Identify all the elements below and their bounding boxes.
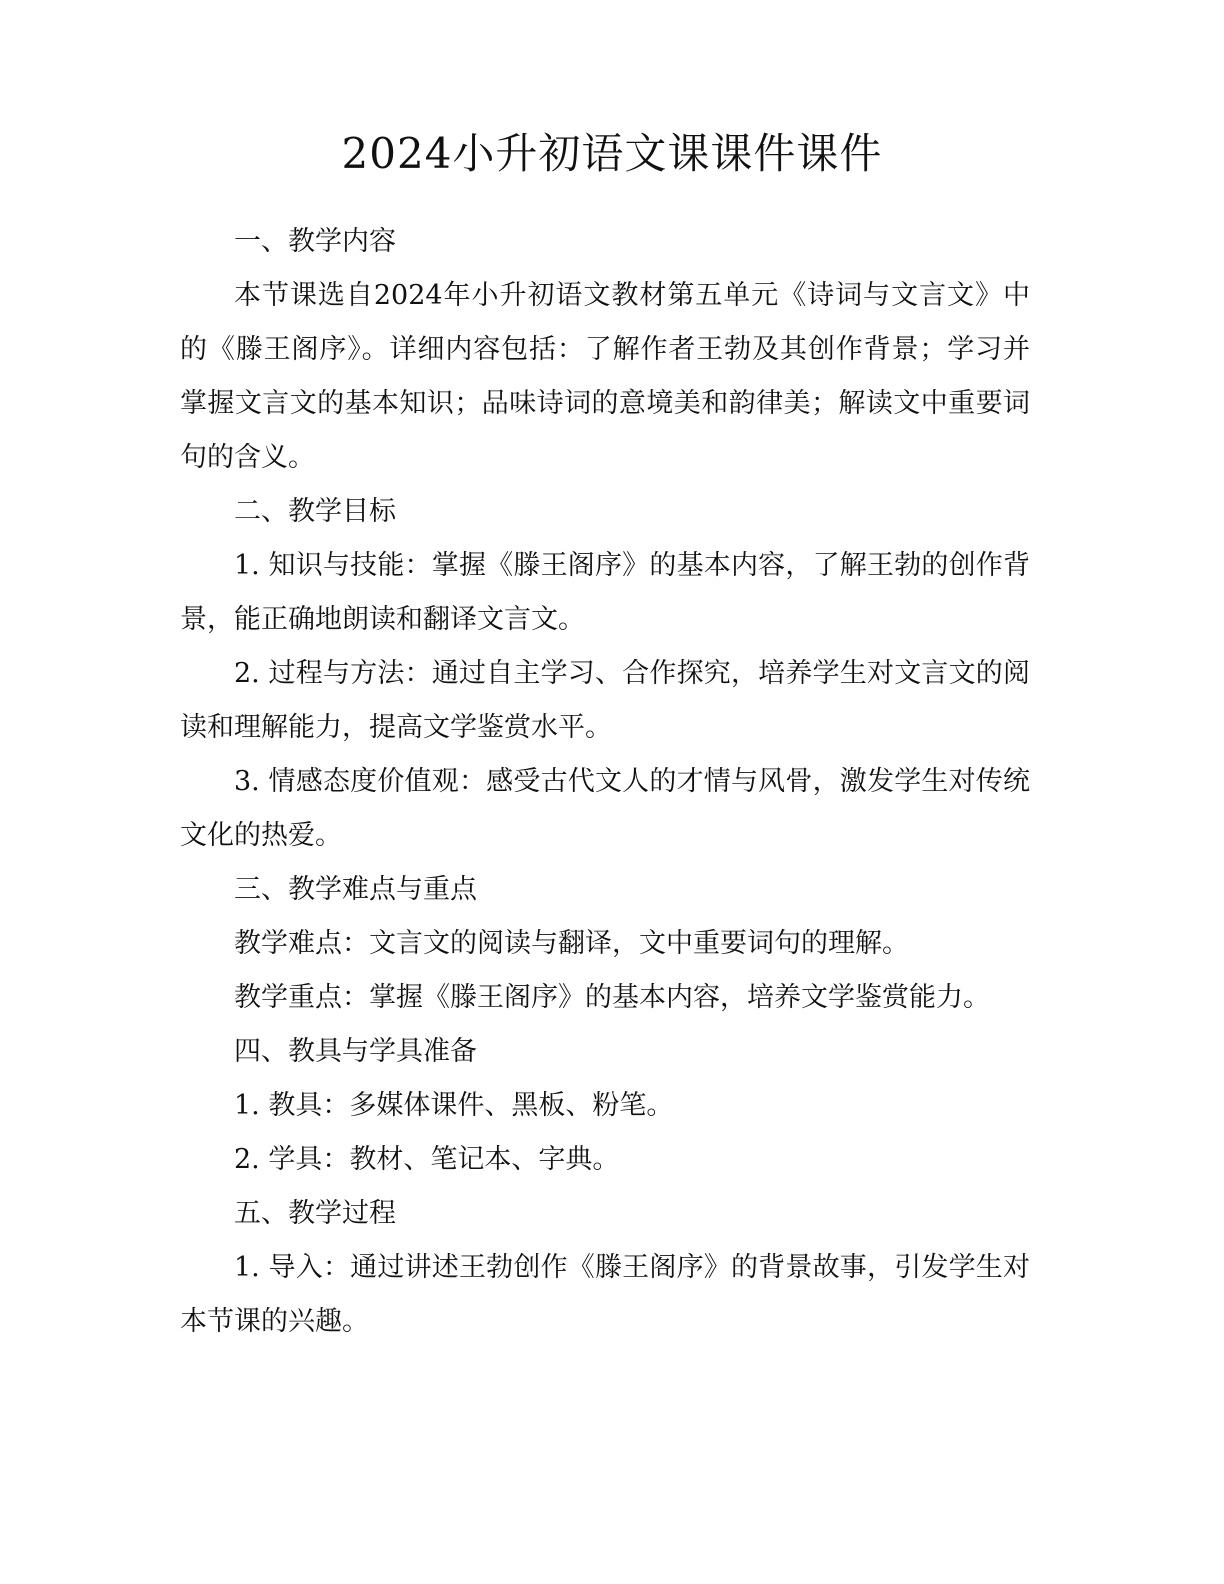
paragraph-difficulties: 教学难点：文言文的阅读与翻译，文中重要词句的理解。	[234, 928, 909, 959]
document-title: 2024小升初语文课课件课件	[341, 129, 883, 178]
section-heading-process: 五、教学过程	[234, 1198, 396, 1229]
section-heading-difficulties: 三、教学难点与重点	[234, 874, 477, 905]
list-item-goal-2: 2. 过程与方法：通过自主学习、合作探究，培养学生对文言文的阅读和理解能力，提高文学鉴赏水平。	[180, 658, 1030, 743]
paragraph-teaching-content: 本节课选自2024年小升初语文教材第五单元《诗词与文言文》中的《滕王阁序》。详细内容包括：了解作者王勃及其创作背景；学习并掌握文言文的基本知识；品味诗词的意境美和韵律美；解读文中重要词句的含义。	[180, 280, 1030, 473]
list-item-teacher-materials: 1. 教具：多媒体课件、黑板、粉笔。	[234, 1090, 674, 1121]
section-heading-materials: 四、教具与学具准备	[234, 1036, 477, 1067]
list-item-goal-3: 3. 情感态度价值观：感受古代文人的才情与风骨，激发学生对传统文化的热爱。	[180, 766, 1030, 851]
section-heading-teaching-goals: 二、教学目标	[234, 496, 396, 527]
list-item-goal-1: 1. 知识与技能：掌握《滕王阁序》的基本内容，了解王勃的创作背景，能正确地朗读和翻译文言文。	[180, 550, 1030, 635]
document-body	[180, 215, 1030, 1349]
list-item-student-materials: 2. 学具：教材、笔记本、字典。	[234, 1144, 620, 1175]
list-item-process-1: 1. 导入：通过讲述王勃创作《滕王阁序》的背景故事，引发学生对本节课的兴趣。	[180, 1252, 1030, 1337]
paragraph-key-points: 教学重点：掌握《滕王阁序》的基本内容，培养文学鉴赏能力。	[234, 982, 990, 1013]
section-heading-teaching-content: 一、教学内容	[234, 226, 396, 257]
